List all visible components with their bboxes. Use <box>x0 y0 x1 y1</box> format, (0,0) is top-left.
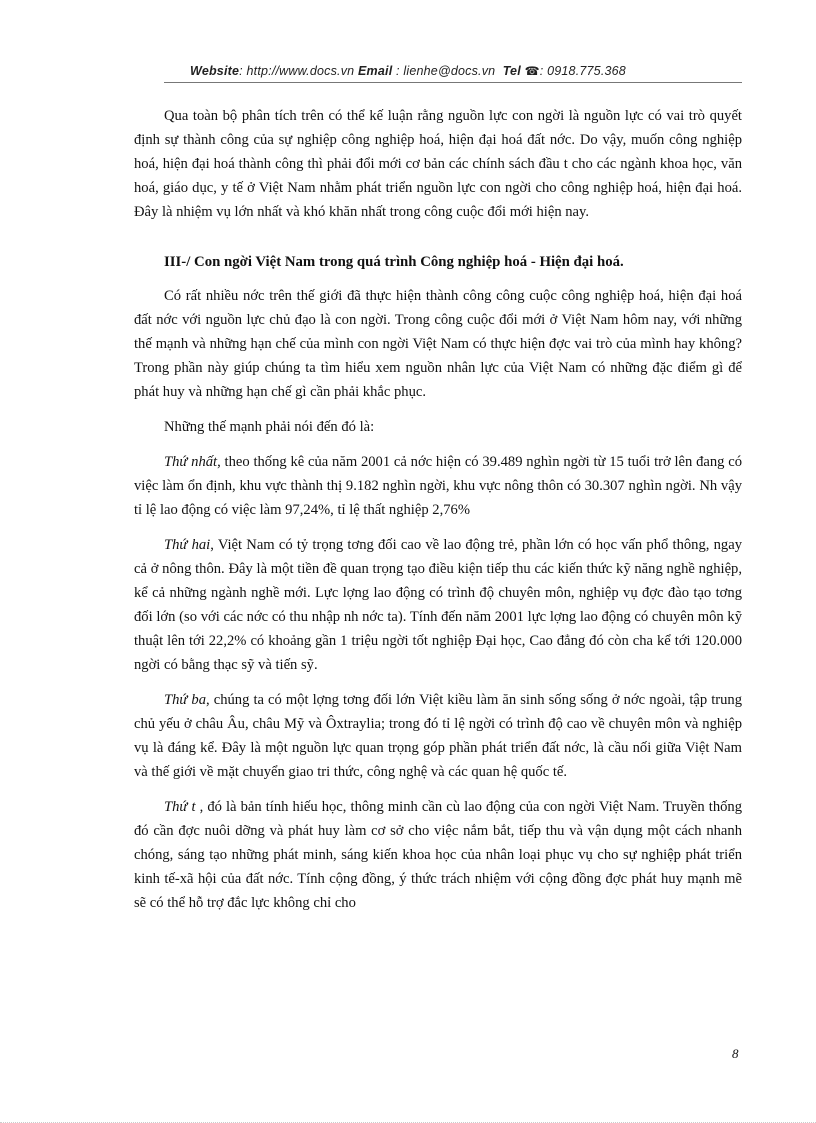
second-text: , Việt Nam có tỷ trọng tơng đối cao về lao động trẻ, phần lớn có học vấn phổ thông, ngay cả ở nông thôn. Đây là một tiền đề quan trọng tạo điều kiện tiếp thu các kiến thức kỹ năng nghề nghiệp, kể cả những ngành nghề mới. Lực lợng lao động có trình độ chuyên môn, nghiệp vụ đợc đào tạo tơng đối lớn (so với các nớc có thu nhập nh nớc ta). Tính đến năm 2001 lực lợng lao động có chuyên môn kỹ thuật lên tới 22,2% có khoảng gần 1 triệu ngời tốt nghiệp Đại học, Cao đẳng đó còn cha kể tới 120.000 ngời có bằng thạc sỹ và tiến sỹ. <box>134 537 742 673</box>
paragraph-third <box>134 688 742 784</box>
paragraph-fourth <box>134 795 742 915</box>
tel-value: : 0918.775.368 <box>539 64 626 78</box>
tel-label: Tel <box>502 64 521 78</box>
paragraph-conclusion: Qua toàn bộ phân tích trên có thể kế luận rằng nguồn lực con ngời là nguồn lực có vai trò quyết định sự thành công của sự nghiệp công nghiệp hoá, hiện đại hoá đất nớc. Do vậy, muốn công nghiệp hoá, hiện đại hoá thành công thì phải đổi mới cơ bản các chính sách đầu t cho các ngành khoa học, văn hoá, giáo dục, y tế ở Việt Nam nhằm phát triển nguồn lực con ngời cho công nghiệp hoá, hiện đại hoá. Đây là nhiệm vụ lớn nhất và khó khăn nhất trong công cuộc đổi mới hiện nay. <box>134 108 742 220</box>
third-label: Thứ ba <box>164 692 207 708</box>
fourth-text: , đó là bản tính hiếu học, thông minh cần cù lao động của con ngời Việt Nam. Truyền thống đó cần đợc nuôi dỡng và phát huy làm cơ sở cho việc nắm bắt, tiếp thu và vận dụng một cách nhanh chóng, sáng tạo những phát minh, sáng kiến khoa học của nhân loại phục vụ cho sự nghiệp phát triển kinh tế-xã hội của đất nớc. Tính cộng đồng, ý thức trách nhiệm với cộng đồng đợc phát huy mạnh mẽ sẽ có thể hỗ trợ đắc lực không chỉ cho <box>134 799 743 911</box>
page-number: 8 <box>732 1046 739 1061</box>
third-text: , chúng ta có một lợng tơng đối lớn Việt kiều làm ăn sinh sống sống ở nớc ngoài, tập trung chủ yếu ở châu Âu, châu Mỹ và Ôxtraylia; trong đó tỉ lệ ngời có trình độ cao về chuyên môn và nghiệp vụ là đáng kể. Đây là một nguồn lực quan trọng góp phần phát triển đất nớc, là cầu nối giữa Việt Nam và thế giới về mặt chuyển giao tri thức, công nghệ và các quan hệ quốc tế. <box>134 692 743 780</box>
header-divider <box>164 82 742 83</box>
website-label: Website <box>190 64 240 78</box>
first-text: , theo thống kê của năm 2001 cả nớc hiện có 39.489 nghìn ngời từ 15 tuổi trở lên đang có việc làm ổn định, khu vực thành thị 9.182 nghìn ngời, khu vực nông thôn có 30.307 nghìn ngời. Nh vậy tỉ lệ lao động có việc làm 97,24%, tỉ lệ thất nghiệp 2,76% <box>134 454 743 518</box>
section-heading: III-/ Con ngời Việt Nam trong quá trình Công nghiệp hoá - Hiện đại hoá. <box>164 254 624 270</box>
fourth-label: Thứ t <box>164 799 196 815</box>
website-value: : http://www.docs.vn <box>239 64 355 78</box>
paragraph-intro: Có rất nhiều nớc trên thế giới đã thực hiện thành công công cuộc công nghiệp hoá, hiện đại hoá đất nớc với nguồn lực chủ đạo là con ngời. Trong công cuộc đổi mới ở Việt Nam hôm nay, với những thế mạnh và những hạn chế của mình con ngời Việt Nam có thực hiện đợc vai trò của mình hay không? Trong phần này giúp chúng ta tìm hiểu xem nguồn nhân lực của Việt Nam có những đặc điểm gì để phát huy và những hạn chế gì cần phải khắc phục. <box>134 288 742 400</box>
email-value: : lienhe@docs.vn <box>392 64 496 78</box>
paragraph-first <box>134 450 742 522</box>
first-label: Thứ nhất <box>164 454 218 470</box>
email-label: Email <box>358 64 393 78</box>
paragraph-strengths-lead: Những thế mạnh phải nói đến đó là: <box>164 419 375 435</box>
document-body <box>134 104 742 926</box>
page-header <box>0 64 816 78</box>
paragraph-second <box>134 533 742 677</box>
second-label: Thứ hai <box>164 537 211 553</box>
phone-icon: ☎ <box>524 64 540 78</box>
